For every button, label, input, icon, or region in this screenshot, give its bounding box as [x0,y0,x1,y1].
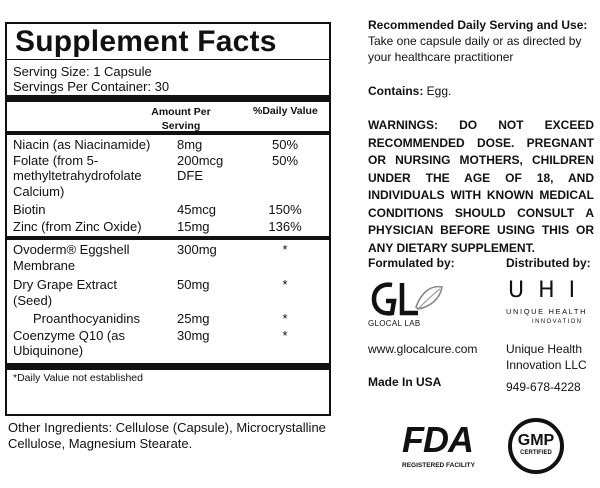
nutrient-dv: * [282,311,288,326]
distributed-by-block [506,255,600,395]
nutrient-amount: 30mg [177,327,210,343]
nutrient-dv: 150% [268,202,302,217]
daily-value-footnote: *Daily Value not established [13,371,143,384]
fda-registered-badge [402,420,484,476]
right-column [368,17,594,257]
nutrient-name: Folate (from 5-methyltetrahydrofolate Calcium) [13,152,142,199]
glocal-lab-logo [368,279,478,331]
other-ingredients: Other Ingredients: Cellulose (Capsule), Microcrystalline Cellulose, Magnesium Stearate. [8,420,326,451]
table-row [11,328,325,359]
distributor-phone: 949-678-4228 [506,380,581,394]
uhi-logo-letters: UHI [508,278,590,303]
fda-badge-text: FDA [402,419,473,460]
header-daily-value: %Daily Value [253,105,318,117]
formulated-by-label: Formulated by: [368,256,455,270]
nutrient-group-other [11,240,325,361]
nutrient-dv: 50% [271,152,299,168]
distributor-name: Unique Health Innovation LLC [506,342,587,372]
facts-title: Supplement Facts [15,25,277,58]
header-amount-per-serving: Amount Per Serving [151,106,211,132]
distributed-by-label: Distributed by: [506,256,591,270]
table-row [11,137,325,153]
table-row [11,311,325,327]
contains-line [368,83,594,99]
serving-heading: Recommended Daily Serving and Use: [368,18,588,32]
gmp-certified-badge [508,418,564,474]
nutrient-dv: 136% [268,218,302,234]
table-row [11,242,325,273]
nutrient-amount: 8mg [177,137,203,152]
supplement-facts-panel [5,22,331,416]
nutrient-name: Biotin [13,202,46,217]
contains-value: Egg. [423,84,452,98]
serving-size: Serving Size: 1 Capsule [13,64,152,79]
nutrient-amount: 15mg [177,218,210,234]
nutrient-amount: 200mcg DFE [177,152,224,183]
warnings-text: WARNINGS: DO NOT EXCEED RECOMMENDED DOSE. PREGNANT OR NURSING MOTHERS, CHILDREN UNDER THE AGE OF 18, AND INDIVIDUALS WITH KNOWN MEDICAL CONDITIONS SHOULD CONSULT A PHYSICIAN BEFORE USING THIS OR ANY DIETARY SUPPLEMENT. [368,118,594,255]
facts-column-header [11,102,325,131]
gmp-badge-text: GMP [517,432,555,449]
nutrient-amount: 25mg [177,311,210,326]
table-row [11,202,325,218]
divider [7,59,329,60]
nutrient-amount: 45mcg [177,202,217,217]
nutrient-dv: * [282,277,288,292]
uhi-logo [506,279,600,337]
nutrient-name: Ovoderm® Eggshell Membrane [13,242,130,273]
table-row [11,277,325,308]
nutrient-name: Dry Grape Extract (Seed) [13,277,118,308]
uhi-logo-subtitle: UNIQUE HEALTH [506,307,588,316]
divider-thick [7,95,329,102]
formulated-by-block [368,255,488,389]
nutrient-name: Niacin (as Niacinamide) [13,137,151,152]
contains-label: Contains: [368,84,424,98]
fda-badge-subtext: REGISTERED FACILITY [402,462,475,469]
glocal-leaf-icon [370,279,450,319]
uhi-logo-subtitle-2: INNOVATION [532,319,583,325]
made-in-usa: Made In USA [368,375,442,389]
nutrient-dv: * [282,327,288,343]
table-row [11,153,325,200]
nutrient-dv: 50% [271,137,299,152]
nutrient-dv: * [282,242,288,257]
nutrient-amount: 50mg [177,277,210,292]
nutrient-name: Proanthocyanidins [33,311,140,326]
nutrient-name: Coenzyme Q10 (as Ubiquinone) [13,327,125,358]
glocal-logo-text: GLOCAL LAB [368,319,421,328]
nutrient-amount: 300mg [177,242,217,257]
divider-thick [7,363,329,370]
table-row [11,219,325,235]
glocal-url: www.glocalcure.com [368,342,478,356]
nutrient-group-vitamins [11,135,325,236]
nutrient-name: Zinc (from Zinc Oxide) [13,218,142,234]
gmp-badge-subtext: CERTIFIED [520,450,552,456]
servings-per-container: Servings Per Container: 30 [13,79,170,94]
serving-text: Take one capsule daily or as directed by your healthcare practitioner [368,34,582,64]
